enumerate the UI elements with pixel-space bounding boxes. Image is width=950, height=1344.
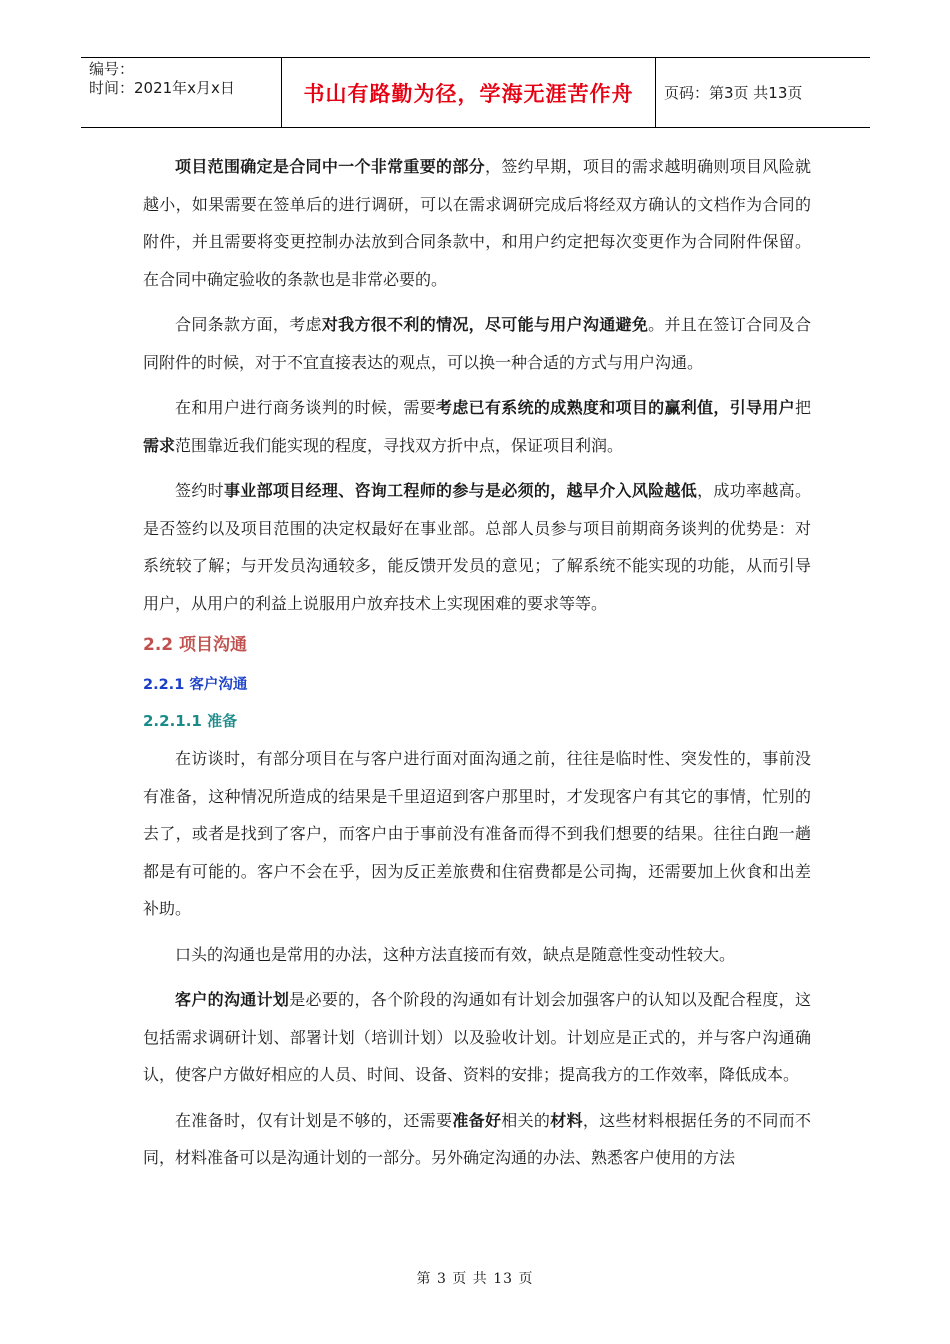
text-run: 在准备时，仅有计划是不够的，还需要 (175, 1110, 453, 1130)
section-heading-2-2: 2.2 项目沟通 (143, 635, 248, 655)
text-run: 范围靠近我们能实现的程度，寻找双方折中点，保证项目利润。 (175, 435, 624, 455)
bold-text: 对我方很不利的情况，尽可能与用户沟通避免 (321, 315, 649, 334)
paragraph (143, 981, 811, 1094)
header-motto: 书山有路勤为径，学海无涯苦作舟 (303, 81, 634, 106)
section-heading-2-2-1-1: 2.2.1.1 准备 (143, 712, 238, 730)
paragraph-group-contract (143, 148, 811, 622)
document-header (81, 57, 870, 128)
paragraph-group-preparation (143, 740, 811, 1177)
text-run: 合同条款方面，考虑 (175, 315, 322, 334)
text-run: ，成功率越高。是否签约以及项目范围的决定权最好在事业部。总部人员参与项目前期商务谈判的优势是：对系统较了解；与开发员沟通较多，能反馈开发员的意见；了解系统不能实现的功能，从而引导用户，从用户的利益上说服用户放弃技术上实现困难的要求等等。 (143, 481, 811, 613)
text-run: ，签约早期，项目的需求越明确则项目风险就越小，如果需要在签单后的进行调研，可以在需求调研完成后将经双方确认的文档作为合同的附件，并且需要将变更控制办法放到合同条款中，和用户约定把每次变更作为合同附件保留。在合同中确定验收的条款也是非常必要的。 (143, 157, 811, 289)
text-run: 口头的沟通也是常用的办法，这种方法直接而有效，缺点是随意性变动性较大。 (175, 944, 736, 964)
document-body (143, 148, 811, 1185)
paragraph (143, 389, 811, 464)
bold-text: 项目范围确定是合同中一个非常重要的部分 (175, 157, 485, 176)
text-run: 。并且在签订合同及合同附件的时候，对于不宜直接表达的观点，可以换一种合适的方式与用户沟通。 (143, 315, 811, 372)
paragraph (143, 148, 811, 298)
header-page-info: 页码：第3页 共13页 (664, 84, 803, 102)
paragraph (143, 1102, 811, 1177)
text-run: 签约时 (175, 481, 224, 500)
document-number-label: 编号： (89, 60, 135, 78)
text-run: 把 (794, 398, 811, 417)
paragraph (143, 306, 811, 381)
paragraph (143, 472, 811, 622)
bold-text: 材料 (550, 1110, 583, 1130)
document-time-label: 时间：2021年x月x日 (89, 79, 235, 97)
page-footer: 第 3 页 共 13 页 (416, 1271, 534, 1287)
text-run: 是必要的，各个阶段的沟通如有计划会加强客户的认知以及配合程度，这包括需求调研计划、部署计划（培训计划）以及验收计划。计划应是正式的，并与客户沟通确认，使客户方做好相应的人员、时间、设备、资料的安排；提高我方的工作效率，降低成本。 (143, 990, 811, 1084)
header-meta-cell (81, 58, 282, 127)
text-run: 相关的 (501, 1110, 551, 1130)
bold-text: 准备好 (452, 1110, 502, 1130)
bold-text: 事业部项目经理、咨询工程师的参与是必须的，越早介入风险越低 (223, 481, 698, 500)
section-heading-2-2-1: 2.2.1 客户沟通 (143, 677, 248, 693)
text-run: 在访谈时，有部分项目在与客户进行面对面沟通之前，往往是临时性、突发性的，事前没有准备，这种情况所造成的结果是千里迢迢到客户那里时，才发现客户有其它的事情，忙别的去了，或者是找到了客户，而客户由于事前没有准备而得不到我们想要的结果。往往白跑一趟都是有可能的。客户不会在乎，因为反正差旅费和住宿费都是公司掏，还需要加上伙食和出差补助。 (143, 749, 811, 918)
text-run: 在和用户进行商务谈判的时候，需要 (175, 398, 437, 417)
text-run: ，这些材料根据任务的不同而不同，材料准备可以是沟通计划的一部分。另外确定沟通的办法、熟悉客户使用的方法 (143, 1110, 811, 1167)
bold-text: 需求 (143, 435, 176, 455)
bold-text: 考虑已有系统的成熟度和项目的赢利值，引导用户 (436, 398, 795, 417)
paragraph (143, 740, 811, 928)
bold-text: 客户的沟通计划 (175, 990, 290, 1009)
header-page-cell (656, 58, 870, 127)
paragraph (143, 936, 811, 974)
header-motto-cell (282, 58, 656, 127)
